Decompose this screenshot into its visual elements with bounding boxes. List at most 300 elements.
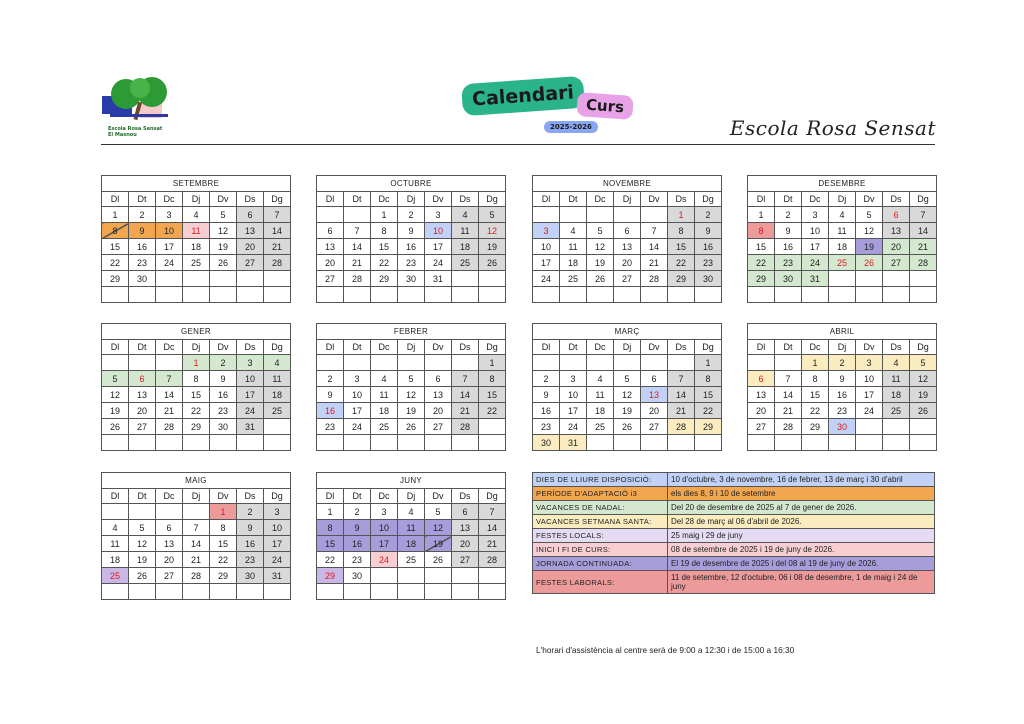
day-cell: 10 [156, 223, 183, 239]
day-cell: 23 [695, 255, 722, 271]
legend-text: els dies 8, 9 i 10 de setembre [668, 487, 935, 501]
empty-cell [237, 584, 264, 600]
empty-cell [183, 271, 210, 287]
day-cell: 1 [802, 355, 829, 371]
empty-cell [748, 435, 775, 451]
day-cell: 2 [344, 504, 371, 520]
empty-cell [479, 419, 506, 435]
day-cell: 11 [587, 387, 614, 403]
month-name: NOVEMBRE [533, 176, 722, 192]
weekday-header: Dc [156, 489, 183, 504]
day-cell: 6 [452, 504, 479, 520]
day-cell: 17 [264, 536, 291, 552]
legend-label: PERÍODE D'ADAPTACIÓ i3 [533, 487, 668, 501]
empty-cell [210, 435, 237, 451]
day-cell: 10 [802, 223, 829, 239]
day-cell: 12 [425, 520, 452, 536]
day-cell: 31 [560, 435, 587, 451]
day-cell: 10 [371, 520, 398, 536]
empty-cell [398, 287, 425, 303]
day-cell: 16 [129, 239, 156, 255]
day-cell: 5 [425, 504, 452, 520]
day-cell: 24 [237, 403, 264, 419]
day-cell: 30 [695, 271, 722, 287]
weekday-header: Dg [479, 340, 506, 355]
day-cell: 20 [425, 403, 452, 419]
empty-cell [317, 207, 344, 223]
day-cell: 8 [668, 223, 695, 239]
day-cell: 15 [748, 239, 775, 255]
day-cell: 26 [210, 255, 237, 271]
empty-cell [587, 355, 614, 371]
legend-text: 08 de setembre de 2025 i 19 de juny de 2026. [668, 543, 935, 557]
day-cell: 24 [856, 403, 883, 419]
day-cell: 29 [210, 568, 237, 584]
empty-cell [129, 435, 156, 451]
day-cell: 25 [883, 403, 910, 419]
empty-cell [317, 435, 344, 451]
day-cell: 28 [479, 552, 506, 568]
day-cell: 27 [748, 419, 775, 435]
day-cell: 14 [775, 387, 802, 403]
day-cell: 21 [156, 403, 183, 419]
day-cell: 13 [614, 239, 641, 255]
day-cell: 21 [452, 403, 479, 419]
day-cell: 31 [802, 271, 829, 287]
month-name: DESEMBRE [748, 176, 937, 192]
month-novembre [532, 175, 722, 303]
day-cell: 16 [210, 387, 237, 403]
day-cell: 2 [210, 355, 237, 371]
day-cell: 14 [452, 387, 479, 403]
weekday-header: Dt [344, 340, 371, 355]
empty-cell [829, 271, 856, 287]
school-name: Escola Rosa Sensat [729, 116, 936, 140]
month-name: GENER [102, 324, 291, 340]
empty-cell [398, 435, 425, 451]
empty-cell [452, 435, 479, 451]
day-cell: 22 [802, 403, 829, 419]
day-cell: 24 [344, 419, 371, 435]
legend-row [533, 529, 935, 543]
empty-cell [425, 287, 452, 303]
day-cell: 18 [829, 239, 856, 255]
day-cell: 22 [748, 255, 775, 271]
day-cell: 14 [344, 239, 371, 255]
empty-cell [560, 207, 587, 223]
weekday-header: Ds [452, 340, 479, 355]
day-cell: 7 [641, 223, 668, 239]
day-cell: 7 [156, 371, 183, 387]
weekday-header: Dj [398, 340, 425, 355]
day-cell: 8 [802, 371, 829, 387]
empty-cell [910, 287, 937, 303]
legend-label: DIES DE LLIURE DISPOSICIÓ: [533, 473, 668, 487]
day-cell: 27 [425, 419, 452, 435]
day-cell: 11 [560, 239, 587, 255]
day-cell: 11 [829, 223, 856, 239]
day-cell: 3 [802, 207, 829, 223]
day-cell: 2 [533, 371, 560, 387]
empty-cell [264, 271, 291, 287]
day-cell: 11 [264, 371, 291, 387]
month-name: JUNY [317, 473, 506, 489]
day-cell: 16 [237, 536, 264, 552]
weekday-header: Dj [398, 192, 425, 207]
day-cell: 5 [102, 371, 129, 387]
empty-cell [129, 584, 156, 600]
empty-cell [614, 207, 641, 223]
day-cell: 30 [829, 419, 856, 435]
day-cell: 21 [668, 403, 695, 419]
day-cell: 23 [317, 419, 344, 435]
day-cell: 22 [479, 403, 506, 419]
legend-label: INICI I FI DE CURS: [533, 543, 668, 557]
day-cell: 3 [856, 355, 883, 371]
empty-cell [102, 435, 129, 451]
day-cell: 30 [775, 271, 802, 287]
month-name: SETEMBRE [102, 176, 291, 192]
day-cell: 31 [425, 271, 452, 287]
day-cell: 15 [371, 239, 398, 255]
weekday-header: Dt [560, 192, 587, 207]
weekday-header: Dt [775, 192, 802, 207]
empty-cell [775, 435, 802, 451]
empty-cell [668, 435, 695, 451]
day-cell: 23 [210, 403, 237, 419]
day-cell: 9 [237, 520, 264, 536]
month-febrer [316, 323, 506, 451]
weekday-header: Dt [560, 340, 587, 355]
day-cell: 12 [856, 223, 883, 239]
day-cell: 6 [156, 520, 183, 536]
day-cell: 15 [668, 239, 695, 255]
legend-label: JORNADA CONTINUADA: [533, 557, 668, 571]
day-cell: 6 [614, 223, 641, 239]
day-cell: 9 [398, 223, 425, 239]
empty-cell [156, 584, 183, 600]
day-cell: 26 [129, 568, 156, 584]
weekday-header: Dl [102, 192, 129, 207]
day-cell: 22 [210, 552, 237, 568]
day-cell: 26 [587, 271, 614, 287]
weekday-header: Dl [533, 340, 560, 355]
empty-cell [371, 435, 398, 451]
weekday-header: Dv [210, 192, 237, 207]
day-cell: 4 [560, 223, 587, 239]
empty-cell [317, 355, 344, 371]
empty-cell [533, 355, 560, 371]
weekday-header: Dt [344, 192, 371, 207]
empty-cell [156, 355, 183, 371]
weekday-header: Dg [264, 192, 291, 207]
day-cell: 5 [910, 355, 937, 371]
month-name: ABRIL [748, 324, 937, 340]
month-juny [316, 472, 506, 600]
day-cell: 14 [156, 387, 183, 403]
weekday-header: Dv [856, 340, 883, 355]
legend-text: Del 28 de març al 06 d'abril de 2026. [668, 515, 935, 529]
day-cell: 6 [237, 207, 264, 223]
empty-cell [425, 584, 452, 600]
day-cell: 8 [695, 371, 722, 387]
empty-cell [560, 287, 587, 303]
day-cell: 8 [102, 223, 129, 239]
weekday-header: Dj [183, 340, 210, 355]
empty-cell [344, 584, 371, 600]
weekday-header: Dt [775, 340, 802, 355]
weekday-header: Dv [856, 192, 883, 207]
empty-cell [102, 504, 129, 520]
day-cell: 20 [317, 255, 344, 271]
weekday-header: Dl [317, 340, 344, 355]
empty-cell [829, 435, 856, 451]
day-cell: 7 [910, 207, 937, 223]
empty-cell [614, 435, 641, 451]
empty-cell [883, 271, 910, 287]
day-cell: 18 [452, 239, 479, 255]
empty-cell [910, 271, 937, 287]
day-cell: 11 [371, 387, 398, 403]
empty-cell [317, 584, 344, 600]
weekday-header: Dg [910, 192, 937, 207]
empty-cell [802, 435, 829, 451]
empty-cell [614, 287, 641, 303]
day-cell: 19 [102, 403, 129, 419]
day-cell: 20 [237, 239, 264, 255]
day-cell: 27 [317, 271, 344, 287]
day-cell: 2 [398, 207, 425, 223]
day-cell: 18 [264, 387, 291, 403]
day-cell: 14 [668, 387, 695, 403]
legend-text: Del 20 de desembre de 2025 al 7 de gener de 2026. [668, 501, 935, 515]
day-cell: 26 [479, 255, 506, 271]
day-cell: 10 [856, 371, 883, 387]
day-cell: 28 [910, 255, 937, 271]
day-cell: 3 [237, 355, 264, 371]
day-cell: 12 [614, 387, 641, 403]
day-cell: 28 [775, 419, 802, 435]
day-cell: 10 [533, 239, 560, 255]
weekday-header: Dl [533, 192, 560, 207]
weekday-header: Dv [210, 489, 237, 504]
day-cell: 15 [802, 387, 829, 403]
legend-row [533, 557, 935, 571]
day-cell: 24 [264, 552, 291, 568]
day-cell: 29 [668, 271, 695, 287]
day-cell: 1 [210, 504, 237, 520]
day-cell: 17 [560, 403, 587, 419]
day-cell: 20 [883, 239, 910, 255]
empty-cell [695, 287, 722, 303]
day-cell: 30 [237, 568, 264, 584]
empty-cell [533, 207, 560, 223]
weekday-header: Dt [129, 192, 156, 207]
day-cell: 11 [102, 536, 129, 552]
legend-row [533, 473, 935, 487]
weekday-header: Dv [210, 340, 237, 355]
day-cell: 3 [425, 207, 452, 223]
empty-cell [425, 435, 452, 451]
day-cell: 1 [748, 207, 775, 223]
day-cell: 2 [775, 207, 802, 223]
day-cell: 2 [317, 371, 344, 387]
empty-cell [264, 435, 291, 451]
empty-cell [748, 287, 775, 303]
weekday-header: Ds [883, 340, 910, 355]
day-cell: 29 [748, 271, 775, 287]
day-cell: 22 [317, 552, 344, 568]
empty-cell [883, 435, 910, 451]
weekday-header: Dv [641, 192, 668, 207]
day-cell: 13 [748, 387, 775, 403]
day-cell: 19 [587, 255, 614, 271]
day-cell: 10 [560, 387, 587, 403]
empty-cell [264, 584, 291, 600]
day-cell: 23 [533, 419, 560, 435]
day-cell: 17 [425, 239, 452, 255]
empty-cell [264, 419, 291, 435]
day-cell: 13 [641, 387, 668, 403]
day-cell: 3 [344, 371, 371, 387]
day-cell: 6 [129, 371, 156, 387]
day-cell: 7 [183, 520, 210, 536]
empty-cell [129, 287, 156, 303]
day-cell: 9 [344, 520, 371, 536]
day-cell: 18 [587, 403, 614, 419]
month-març [532, 323, 722, 451]
empty-cell [156, 287, 183, 303]
title-curs: Curs [576, 92, 634, 120]
empty-cell [587, 435, 614, 451]
day-cell: 18 [560, 255, 587, 271]
empty-cell [156, 271, 183, 287]
legend-text: 10 d'octubre, 3 de novembre, 16 de febrer, 13 de març i 30 d'abril [668, 473, 935, 487]
day-cell: 8 [210, 520, 237, 536]
day-cell: 16 [317, 403, 344, 419]
day-cell: 16 [533, 403, 560, 419]
day-cell: 11 [883, 371, 910, 387]
day-cell: 4 [102, 520, 129, 536]
empty-cell [210, 271, 237, 287]
day-cell: 14 [479, 520, 506, 536]
day-cell: 20 [614, 255, 641, 271]
day-cell: 9 [829, 371, 856, 387]
day-cell: 12 [479, 223, 506, 239]
weekday-header: Dj [183, 489, 210, 504]
day-cell: 17 [371, 536, 398, 552]
month-abril [747, 323, 937, 451]
day-cell: 6 [425, 371, 452, 387]
day-cell: 13 [883, 223, 910, 239]
day-cell: 12 [587, 239, 614, 255]
weekday-header: Dt [129, 340, 156, 355]
day-cell: 20 [452, 536, 479, 552]
day-cell: 12 [129, 536, 156, 552]
day-cell: 24 [560, 419, 587, 435]
day-cell: 6 [748, 371, 775, 387]
day-cell: 25 [587, 419, 614, 435]
day-cell: 13 [452, 520, 479, 536]
empty-cell [129, 355, 156, 371]
weekday-header: Dl [748, 340, 775, 355]
legend-text: El 19 de desembre de 2025 i del 08 al 19 de juny de 2026. [668, 557, 935, 571]
day-cell: 1 [102, 207, 129, 223]
empty-cell [425, 355, 452, 371]
legend-row [533, 501, 935, 515]
empty-cell [560, 355, 587, 371]
day-cell: 1 [317, 504, 344, 520]
day-cell: 13 [425, 387, 452, 403]
empty-cell [371, 355, 398, 371]
empty-cell [156, 504, 183, 520]
empty-cell [237, 287, 264, 303]
day-cell: 5 [856, 207, 883, 223]
day-cell: 25 [371, 419, 398, 435]
day-cell: 27 [883, 255, 910, 271]
empty-cell [237, 435, 264, 451]
empty-cell [398, 584, 425, 600]
empty-cell [856, 287, 883, 303]
day-cell: 7 [775, 371, 802, 387]
day-cell: 9 [210, 371, 237, 387]
legend-row [533, 543, 935, 557]
weekday-header: Dj [614, 192, 641, 207]
weekday-header: Ds [237, 340, 264, 355]
day-cell: 30 [129, 271, 156, 287]
empty-cell [183, 504, 210, 520]
empty-cell [102, 584, 129, 600]
day-cell: 29 [695, 419, 722, 435]
month-name: FEBRER [317, 324, 506, 340]
day-cell: 7 [344, 223, 371, 239]
empty-cell [910, 419, 937, 435]
day-cell: 25 [398, 552, 425, 568]
day-cell: 3 [533, 223, 560, 239]
legend-label: VACANCES SETMANA SANTA: [533, 515, 668, 529]
day-cell: 22 [668, 255, 695, 271]
empty-cell [452, 584, 479, 600]
day-cell: 16 [695, 239, 722, 255]
day-cell: 29 [183, 419, 210, 435]
empty-cell [479, 435, 506, 451]
day-cell: 8 [479, 371, 506, 387]
weekday-header: Dt [129, 489, 156, 504]
day-cell: 28 [264, 255, 291, 271]
day-cell: 26 [102, 419, 129, 435]
day-cell: 5 [129, 520, 156, 536]
weekday-header: Dg [479, 489, 506, 504]
weekday-header: Dl [102, 340, 129, 355]
day-cell: 7 [479, 504, 506, 520]
day-cell: 28 [668, 419, 695, 435]
day-cell: 21 [479, 536, 506, 552]
empty-cell [479, 584, 506, 600]
empty-cell [129, 504, 156, 520]
day-cell: 16 [344, 536, 371, 552]
logo-caption: Escola Rosa Sensat El Masnou [108, 126, 163, 138]
empty-cell [479, 568, 506, 584]
month-setembre [101, 175, 291, 303]
empty-cell [425, 568, 452, 584]
day-cell: 21 [344, 255, 371, 271]
month-name: MARÇ [533, 324, 722, 340]
day-cell: 27 [452, 552, 479, 568]
day-cell: 11 [452, 223, 479, 239]
day-cell: 30 [344, 568, 371, 584]
day-cell: 30 [210, 419, 237, 435]
legend-label: VACANCES DE NADAL: [533, 501, 668, 515]
